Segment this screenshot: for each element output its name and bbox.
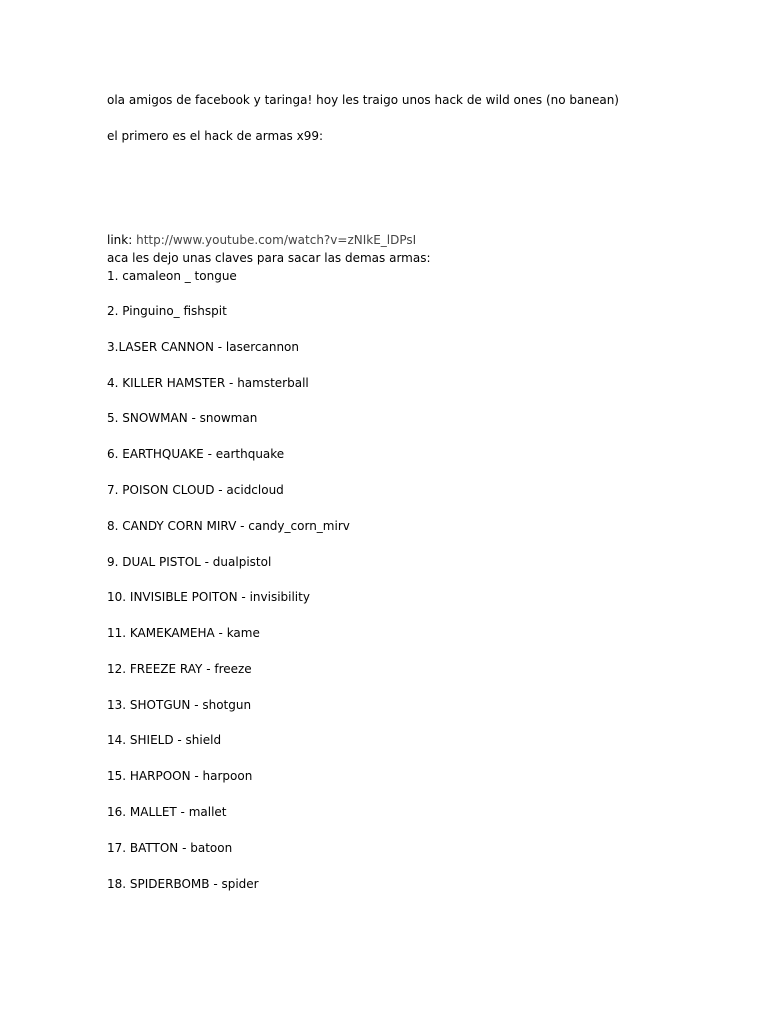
list-item: 16. MALLET - mallet — [107, 805, 227, 819]
codes-intro: aca les dejo unas claves para sacar las demas armas: — [107, 251, 431, 265]
list-item: 10. INVISIBLE POITON - invisibility — [107, 590, 310, 604]
link-line — [107, 233, 416, 247]
list-item: 6. EARTHQUAKE - earthquake — [107, 447, 285, 461]
list-item: 17. BATTON - batoon — [107, 841, 233, 855]
list-item: 2. Pinguino_ fishspit — [107, 304, 227, 318]
list-item: 18. SPIDERBOMB - spider — [107, 877, 259, 891]
list-item: 1. camaleon _ tongue — [107, 269, 237, 283]
list-item: 15. HARPOON - harpoon — [107, 769, 253, 783]
list-item: 11. KAMEKAMEHA - kame — [107, 626, 260, 640]
list-item: 7. POISON CLOUD - acidcloud — [107, 483, 284, 497]
first-hack-paragraph: el primero es el hack de armas x99: — [107, 129, 324, 143]
list-item: 14. SHIELD - shield — [107, 733, 222, 747]
intro-paragraph: ola amigos de facebook y taringa! hoy les traigo unos hack de wild ones (no banean) — [107, 93, 619, 107]
list-item: 8. CANDY CORN MIRV - candy_corn_mirv — [107, 519, 350, 533]
youtube-link[interactable]: http://www.youtube.com/watch?v=zNIkE_lDPsI — [136, 233, 417, 247]
link-label: link: — [107, 233, 133, 247]
list-item: 4. KILLER HAMSTER - hamsterball — [107, 376, 309, 390]
list-item: 5. SNOWMAN - snowman — [107, 411, 258, 425]
list-item: 13. SHOTGUN - shotgun — [107, 698, 252, 712]
list-item: 9. DUAL PISTOL - dualpistol — [107, 555, 272, 569]
list-item: 3.LASER CANNON - lasercannon — [107, 340, 299, 354]
list-item: 12. FREEZE RAY - freeze — [107, 662, 252, 676]
